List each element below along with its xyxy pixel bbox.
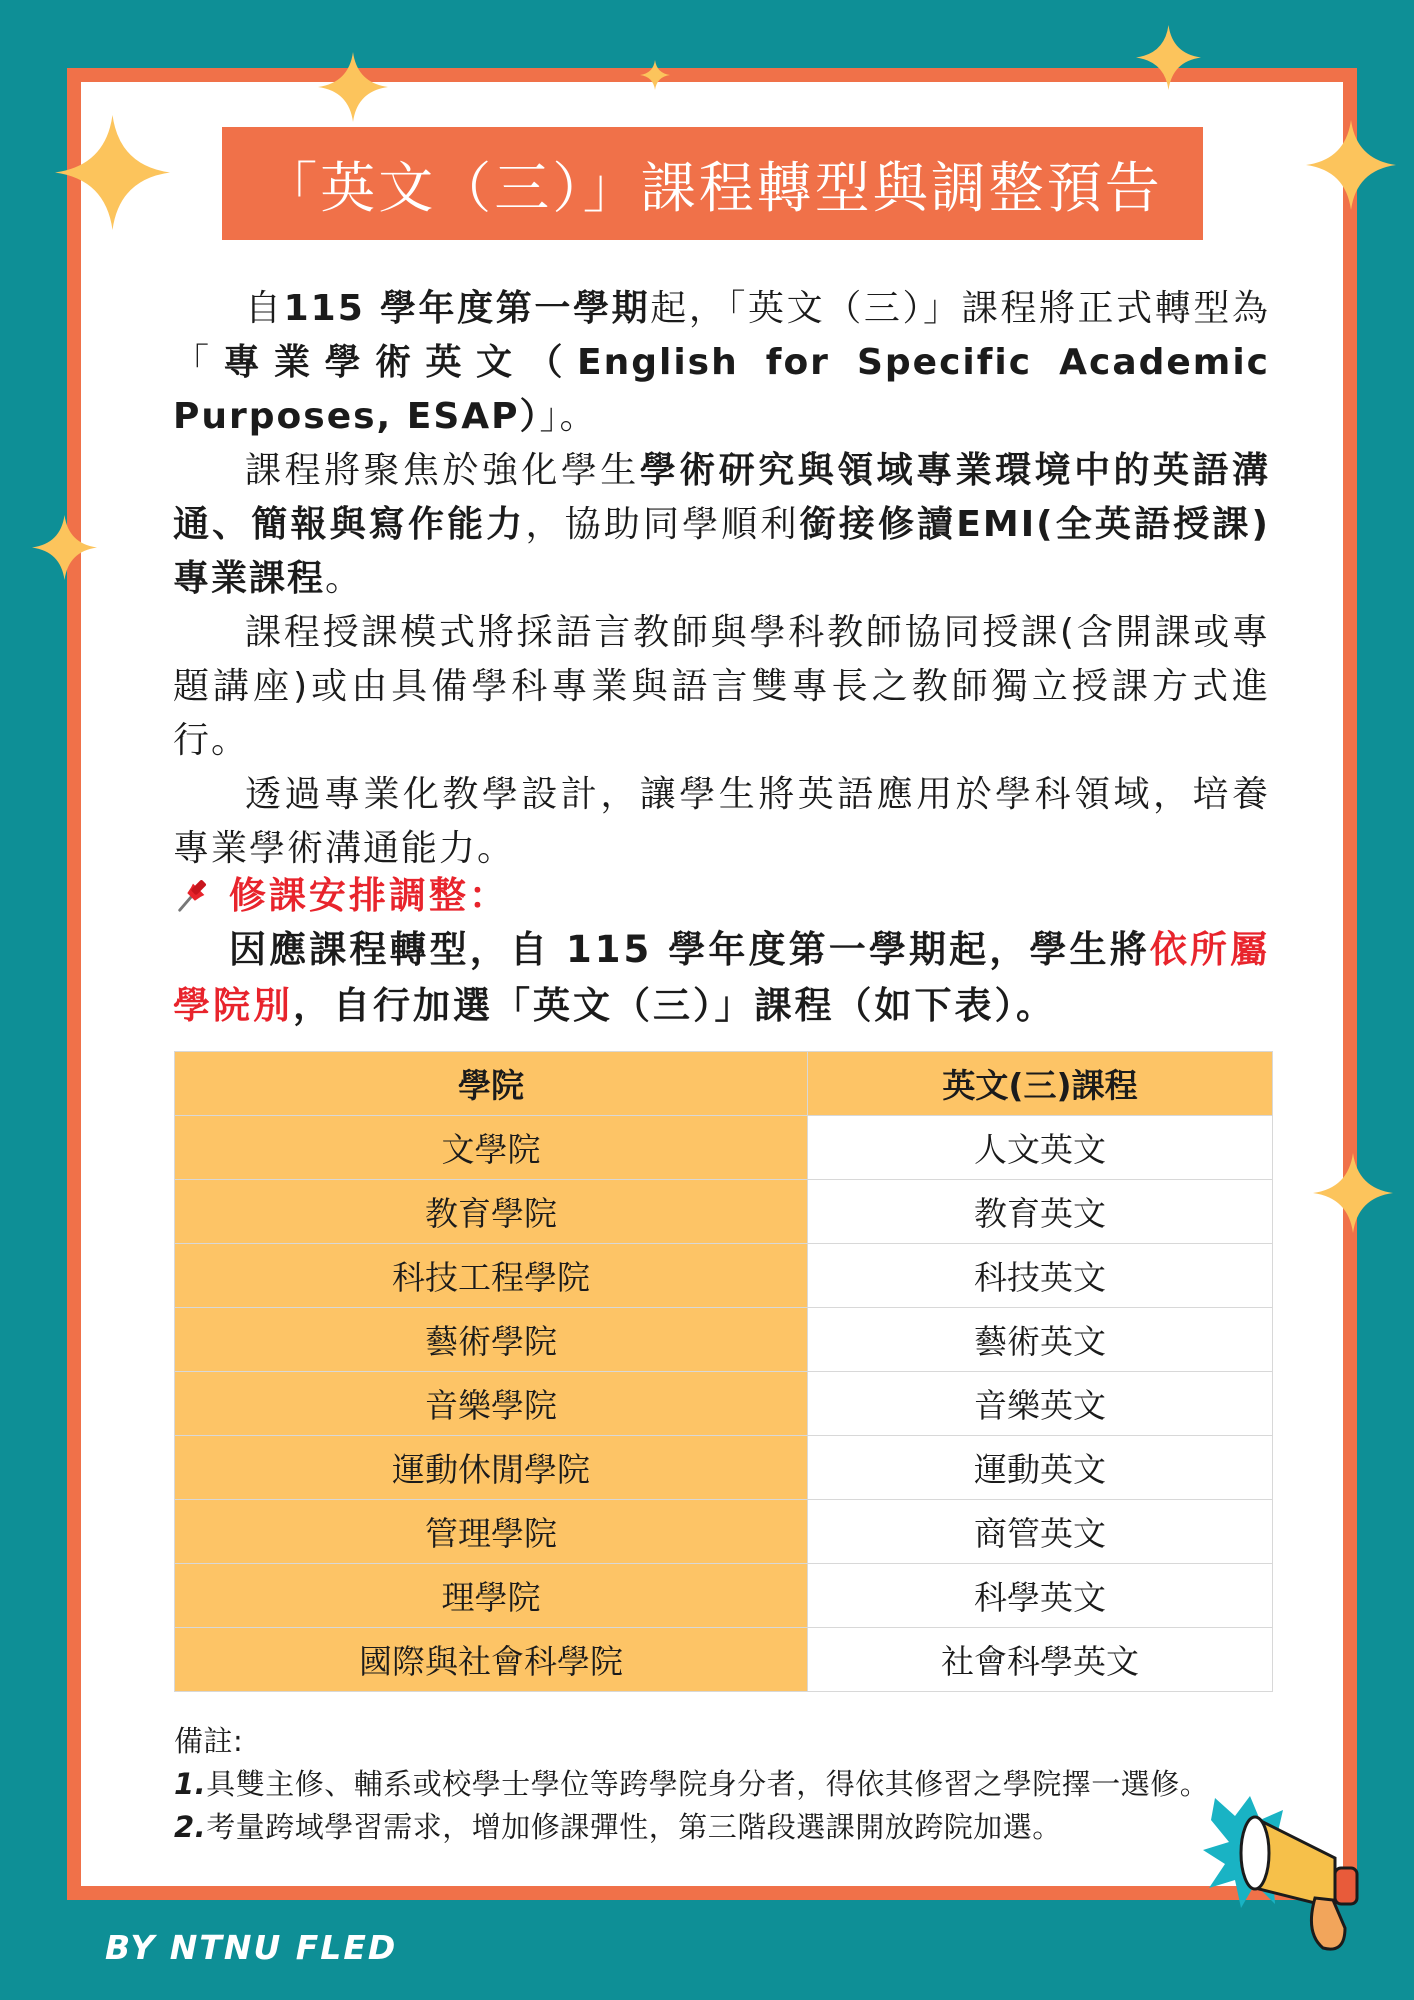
- table-row: [175, 1244, 1273, 1308]
- college-cell: 國際與社會科學院: [175, 1628, 808, 1692]
- college-cell: 運動休閒學院: [175, 1436, 808, 1500]
- college-course-table: [174, 1051, 1273, 1692]
- notes: [174, 1720, 1294, 1849]
- megaphone-icon: [1195, 1758, 1395, 1958]
- table-row: [175, 1436, 1273, 1500]
- sparkle-icon: [1136, 25, 1201, 90]
- signature: BY NTNU FLED: [105, 1928, 398, 1967]
- course-cell: 科學英文: [808, 1564, 1273, 1628]
- page-title: 「英文（三）」課程轉型與調整預告: [222, 127, 1203, 240]
- table-row: [175, 1628, 1273, 1692]
- table-row: [175, 1500, 1273, 1564]
- intro-paragraph: 透過專業化教學設計，讓學生將英語應用於學科領域，培養專業學術溝通能力。: [173, 774, 1270, 869]
- sparkle-icon: [1306, 120, 1396, 210]
- college-cell: 管理學院: [175, 1500, 808, 1564]
- intro-paragraph: 課程將聚焦於強化學生學術研究與領域專業環境中的英語溝通、簡報與寫作能力，協助同學順利銜接修讀EMI(全英語授課)專業課程。: [173, 450, 1270, 599]
- pushpin-icon: [173, 876, 213, 914]
- notes-label: 備註:: [174, 1724, 244, 1758]
- intro-text: [173, 282, 1270, 876]
- intro-paragraph: 課程授課模式將採語言教師與學科教師協同授課(含開課或專題講座)或由具備學科專業與語言雙專長之教師獨立授課方式進行。: [173, 612, 1270, 761]
- college-cell: 教育學院: [175, 1180, 808, 1244]
- course-cell: 商管英文: [808, 1500, 1273, 1564]
- course-cell: 藝術英文: [808, 1308, 1273, 1372]
- intro-paragraph: 自115 學年度第一學期起，「英文（三）」課程將正式轉型為「專業學術英文（English for Specific Academic Purposes, ESAP）」。: [173, 288, 1270, 437]
- sparkle-icon: [1313, 1153, 1393, 1233]
- table-row: [175, 1372, 1273, 1436]
- course-cell: 社會科學英文: [808, 1628, 1273, 1692]
- college-cell: 音樂學院: [175, 1372, 808, 1436]
- sparkle-icon: [32, 515, 97, 580]
- table-header-row: [175, 1052, 1273, 1116]
- course-cell: 人文英文: [808, 1116, 1273, 1180]
- column-header: 英文(三)課程: [808, 1052, 1273, 1116]
- course-cell: 運動英文: [808, 1436, 1273, 1500]
- course-cell: 科技英文: [808, 1244, 1273, 1308]
- table-row: [175, 1180, 1273, 1244]
- table-row: [175, 1116, 1273, 1180]
- course-cell: 音樂英文: [808, 1372, 1273, 1436]
- sparkle-icon: [55, 115, 170, 230]
- note-item: 1.具雙主修、輔系或校學士學位等跨學院身分者，得依其修習之學院擇一選修。: [174, 1767, 1210, 1801]
- sparkle-icon: [318, 52, 388, 122]
- note-item: 2.考量跨域學習需求，增加修課彈性，第三階段選課開放跨院加選。: [174, 1810, 1062, 1844]
- sparkle-icon: [640, 60, 670, 90]
- college-cell: 科技工程學院: [175, 1244, 808, 1308]
- college-cell: 文學院: [175, 1116, 808, 1180]
- column-header: 學院: [175, 1052, 808, 1116]
- college-cell: 藝術學院: [175, 1308, 808, 1372]
- college-cell: 理學院: [175, 1564, 808, 1628]
- table-row: [175, 1308, 1273, 1372]
- table-row: [175, 1564, 1273, 1628]
- course-cell: 教育英文: [808, 1180, 1273, 1244]
- section-heading: 修課安排調整：: [173, 869, 509, 923]
- section-body: 因應課程轉型，自 115 學年度第一學期起，學生將依所屬學院別，自行加選「英文（三）」課程（如下表）。: [173, 928, 1270, 1027]
